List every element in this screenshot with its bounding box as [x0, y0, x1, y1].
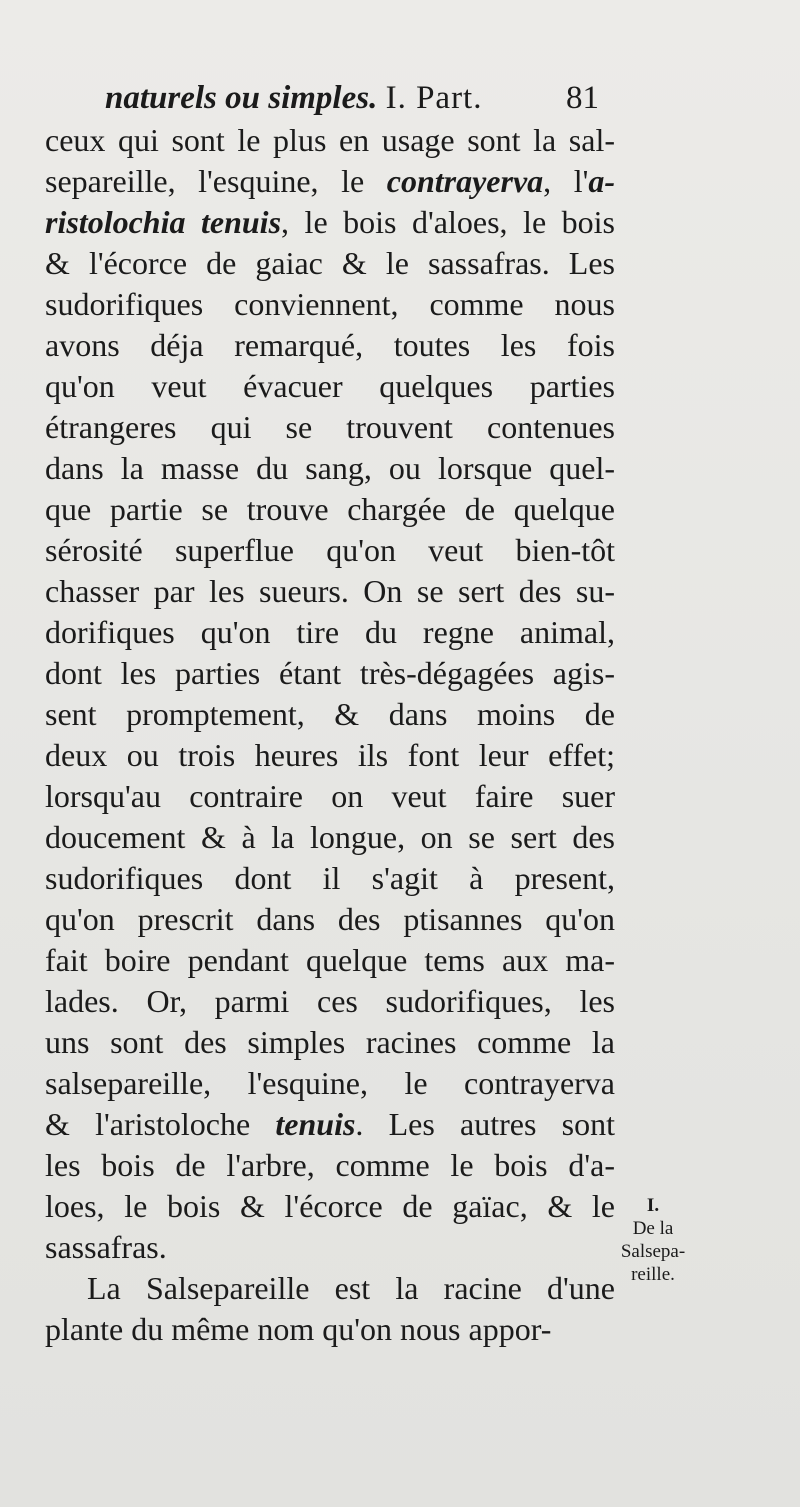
text-line [45, 284, 615, 325]
marginal-note-line: reille. [631, 1264, 675, 1285]
text-line [45, 489, 615, 530]
text-line [45, 612, 615, 653]
text-run: & l'écorce de gaiac & le sassafras. Les [45, 245, 615, 281]
text-line [45, 735, 615, 776]
marginal-note-number: I. [646, 1195, 660, 1216]
text-run: sassafras. [45, 1229, 167, 1265]
text-line [45, 776, 615, 817]
part-label: I. Part. [385, 80, 483, 116]
text-line [45, 1104, 615, 1145]
text-run: fait boire pendant quelque tems aux ma- [45, 942, 615, 978]
text-run: sent promptement, & dans moins de [45, 696, 615, 732]
text-run: chasser par les sueurs. On se sert des su- [45, 573, 615, 609]
text-run: qu'on prescrit dans des ptisannes qu'on [45, 901, 615, 937]
text-line [45, 1063, 615, 1104]
text-run: ceux qui sont le plus en usage sont la sal- [45, 122, 615, 158]
text-line [45, 325, 615, 366]
running-title: naturels ou simples. [105, 80, 378, 116]
text-run: avons déja remarqué, toutes les fois [45, 327, 615, 363]
text-run: les bois de l'arbre, comme le bois d'a- [45, 1147, 615, 1183]
italic-term: a- [588, 163, 615, 199]
text-line [45, 858, 615, 899]
text-run: , le bois d'aloes, le bois [281, 204, 615, 240]
text-run: sudorifiques dont il s'agit à present, [45, 860, 615, 896]
text-run: que partie se trouve chargée de quelque [45, 491, 615, 527]
text-run: uns sont des simples racines comme la [45, 1024, 615, 1060]
text-line [45, 981, 615, 1022]
text-line [45, 694, 615, 735]
page-number: 81 [566, 80, 599, 116]
text-run: separeille, l'esquine, le [45, 163, 387, 199]
text-run: lades. Or, parmi ces sudorifiques, les [45, 983, 615, 1019]
text-line [45, 1268, 615, 1309]
text-line [45, 1186, 615, 1227]
text-line [45, 366, 615, 407]
marginal-note-line: Salsepa- [620, 1241, 686, 1262]
text-run: La Salsepareille est la racine d'une [87, 1270, 615, 1306]
italic-term: tenuis [275, 1106, 356, 1142]
text-run: doucement & à la longue, on se sert des [45, 819, 615, 855]
text-run: loes, le bois & l'écorce de gaïac, & le [45, 1188, 615, 1224]
marginal-note-line: De la [632, 1218, 674, 1239]
italic-term: ristolochia tenuis [45, 204, 282, 240]
marginal-note [603, 1194, 703, 1286]
text-line [45, 940, 615, 981]
text-line [45, 161, 615, 202]
text-line [45, 120, 615, 161]
text-run: deux ou trois heures ils font leur effet; [45, 737, 615, 773]
text-line [45, 1227, 615, 1268]
text-run: étrangeres qui se trouvent contenues [45, 409, 615, 445]
text-run: lorsqu'au contraire on veut faire suer [45, 778, 615, 814]
text-line [45, 202, 615, 243]
text-line [45, 407, 615, 448]
text-run: sudorifiques conviennent, comme nous [45, 286, 615, 322]
text-line [45, 530, 615, 571]
text-run: plante du même nom qu'on nous appor- [45, 1311, 552, 1347]
text-line [45, 1022, 615, 1063]
text-line [45, 1309, 615, 1350]
text-run: & l'aristoloche [45, 1106, 276, 1142]
text-run: salsepareille, l'esquine, le contrayerva [45, 1065, 615, 1101]
italic-term: contrayerva [386, 163, 544, 199]
body-text [45, 120, 615, 1350]
text-run: dans la masse du sang, ou lorsque quel- [45, 450, 615, 486]
text-run: sérosité superflue qu'on veut bien-tôt [45, 532, 615, 568]
text-line [45, 899, 615, 940]
text-run: dorifiques qu'on tire du regne animal, [45, 614, 615, 650]
text-line [45, 243, 615, 284]
text-line [45, 448, 615, 489]
running-header [105, 76, 605, 120]
text-line [45, 1145, 615, 1186]
text-run: dont les parties étant très-dégagées agis- [45, 655, 615, 691]
text-line [45, 653, 615, 694]
text-line [45, 817, 615, 858]
text-run: , l' [543, 163, 589, 199]
text-line [45, 571, 615, 612]
text-run: . Les autres sont [355, 1106, 615, 1142]
text-run: qu'on veut évacuer quelques parties [45, 368, 615, 404]
